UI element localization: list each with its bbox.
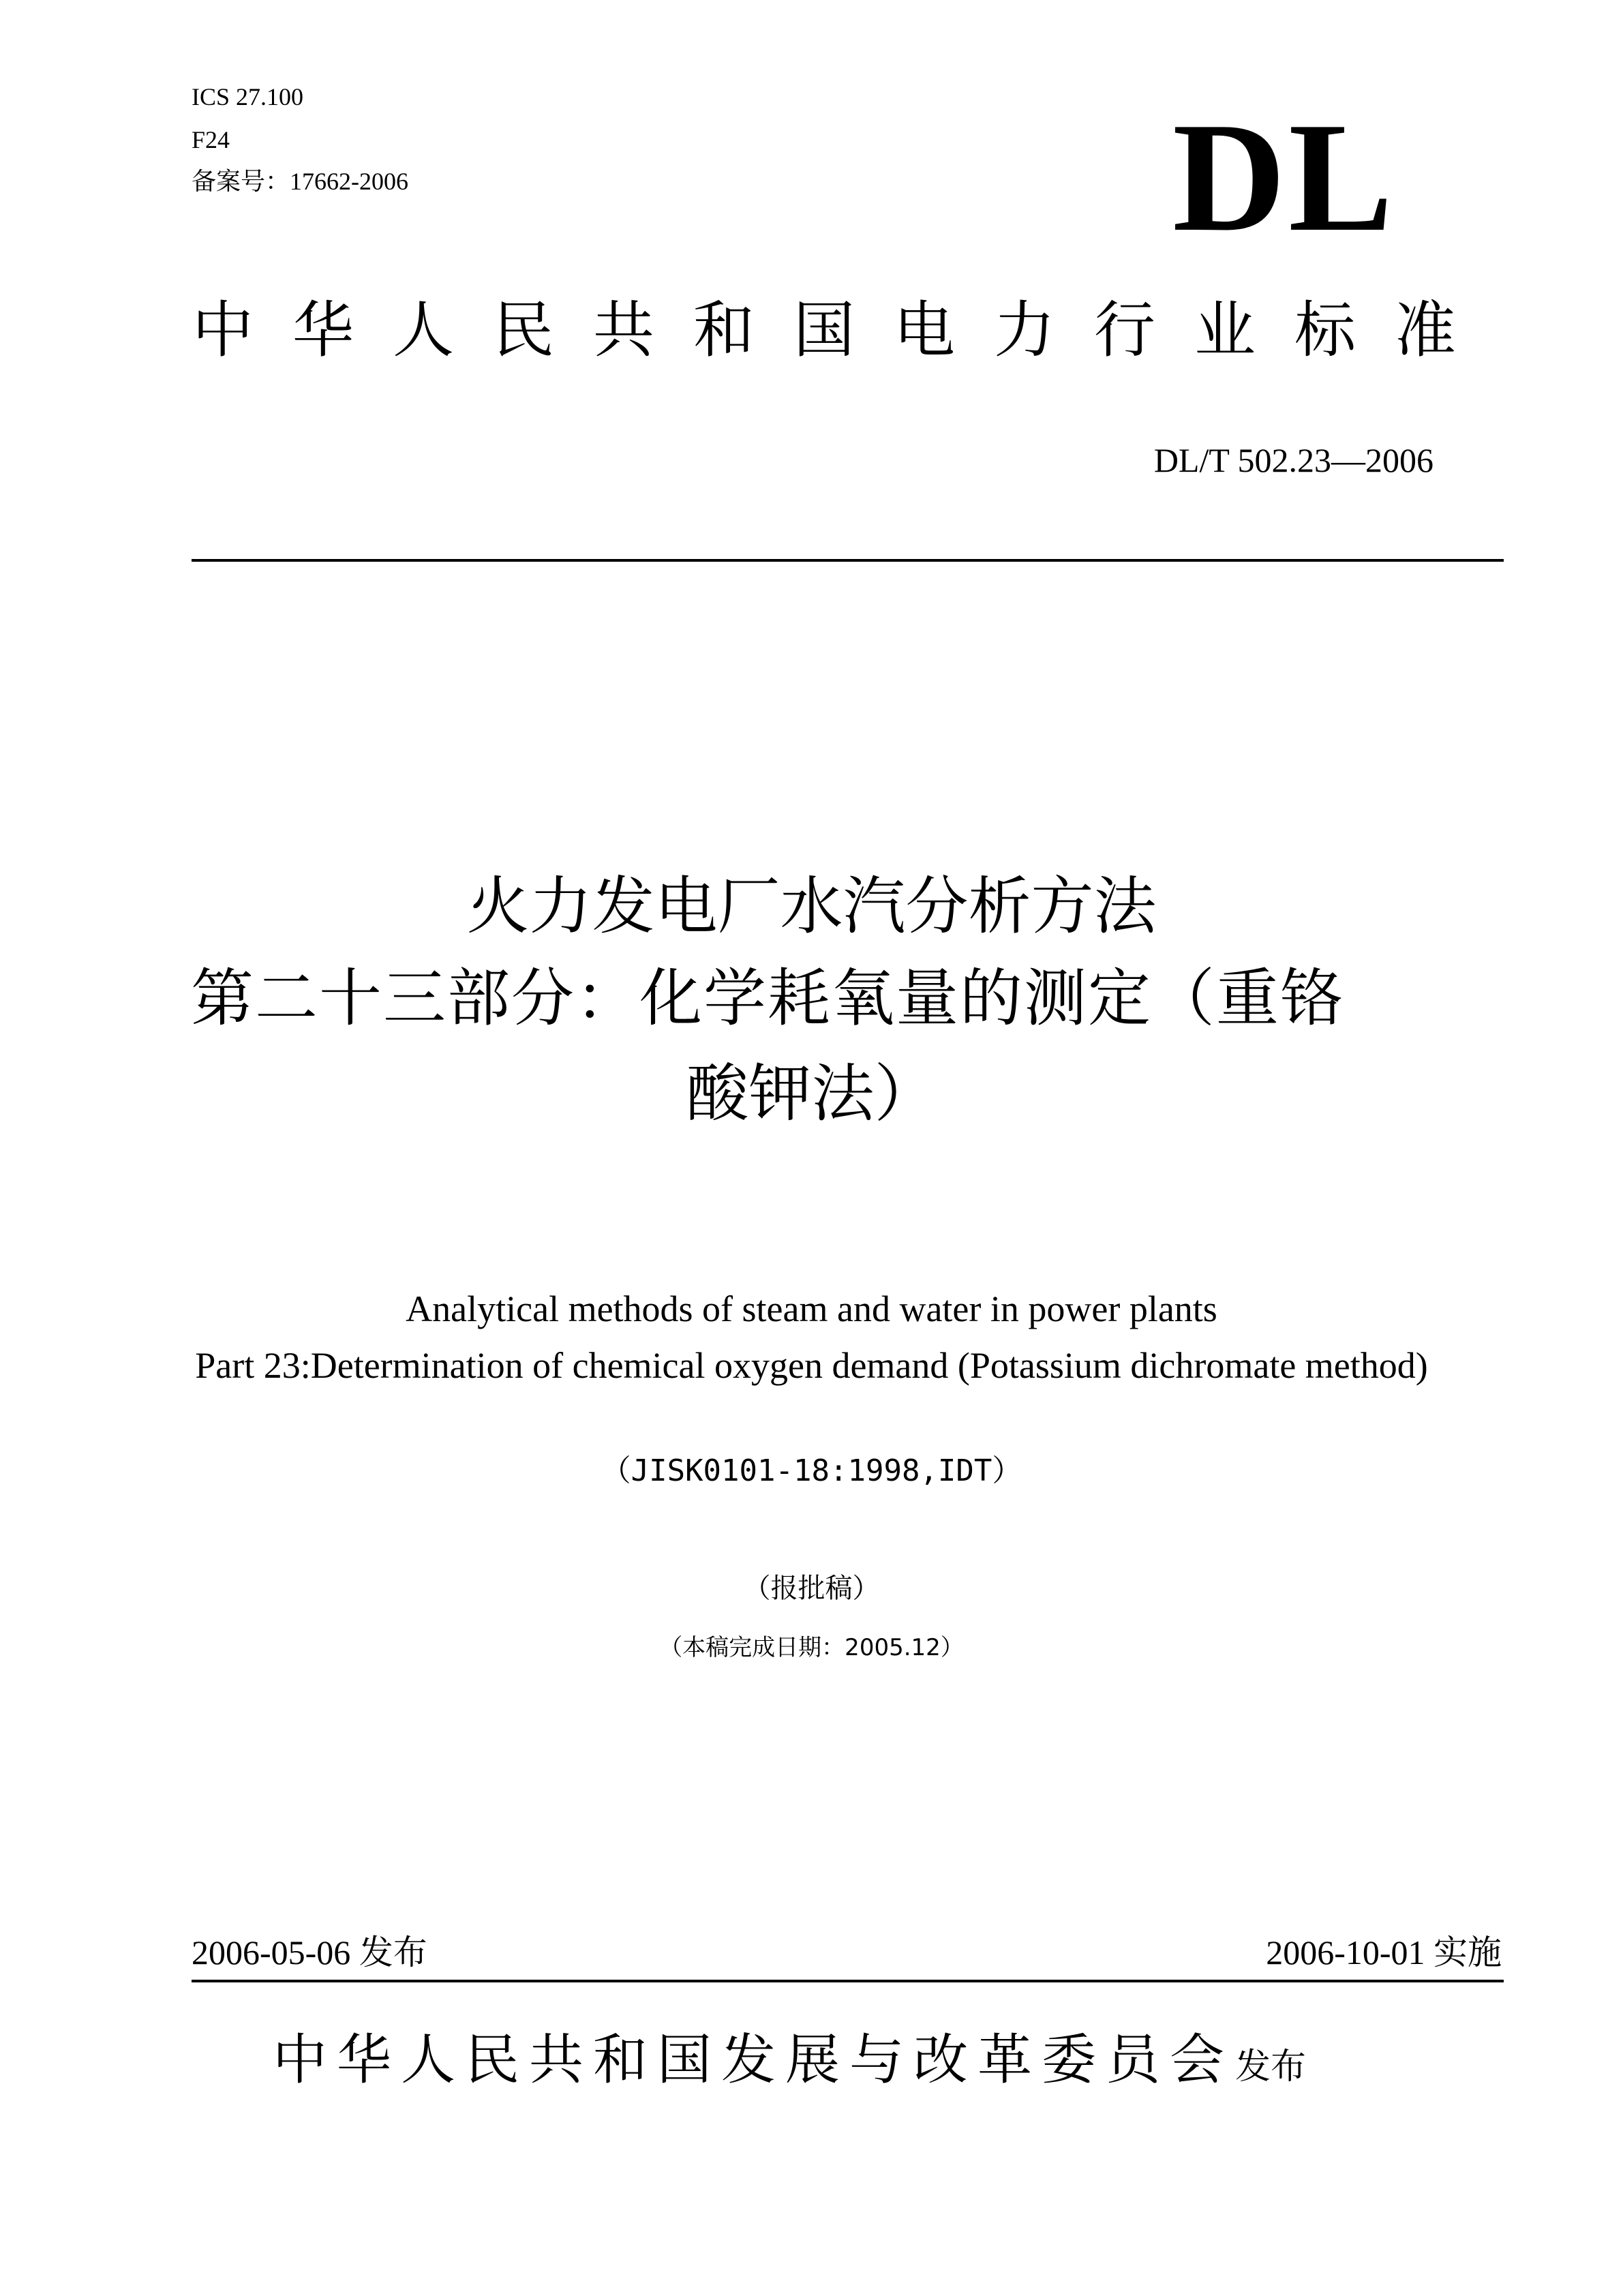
implementation-date	[1266, 1931, 1502, 1974]
top-divider	[192, 559, 1504, 562]
standard-category: 中华人民共和国电力行业标准	[192, 294, 1495, 366]
equivalence-note: （JISK0101-18:1998,IDT）	[601, 1453, 1022, 1488]
title-cn-line-2: 第二十三部分：化学耗氧量的测定（重铬	[191, 962, 1345, 1035]
issue-date-value: 2006-05-06	[192, 1933, 351, 1972]
dl-logo: DL	[1172, 90, 1396, 264]
ccs-code: F24	[192, 126, 230, 153]
implementation-date-value: 2006-10-01	[1266, 1933, 1425, 1972]
ics-code: ICS 27.100	[192, 83, 304, 110]
issue-date-label: 发布	[359, 1933, 427, 1972]
implementation-date-label: 实施	[1434, 1933, 1502, 1972]
draft-status: （报批稿）	[743, 1573, 880, 1604]
draft-completion-date: （本稿完成日期：2005.12）	[659, 1634, 964, 1661]
title-cn-line-1: 火力发电厂水汽分析方法	[466, 870, 1157, 943]
issuer-suffix: 发布	[1235, 2046, 1307, 2087]
title-cn-line-3: 酸钾法）	[686, 1057, 937, 1130]
bottom-divider	[192, 1980, 1504, 1982]
issue-date	[192, 1931, 427, 1974]
standard-number: DL/T 502.23—2006	[1153, 441, 1434, 479]
filing-number: 备案号：17662-2006	[192, 168, 408, 195]
issuing-authority	[273, 2026, 1306, 2101]
issuer-name: 中华人民共和国发展与改革委员会	[273, 2028, 1234, 2091]
title-en-line-2: Part 23:Determination of chemical oxygen demand (Potassium dichromate method)	[195, 1345, 1428, 1386]
title-en-line-1: Analytical methods of steam and water in power plants	[406, 1288, 1217, 1329]
